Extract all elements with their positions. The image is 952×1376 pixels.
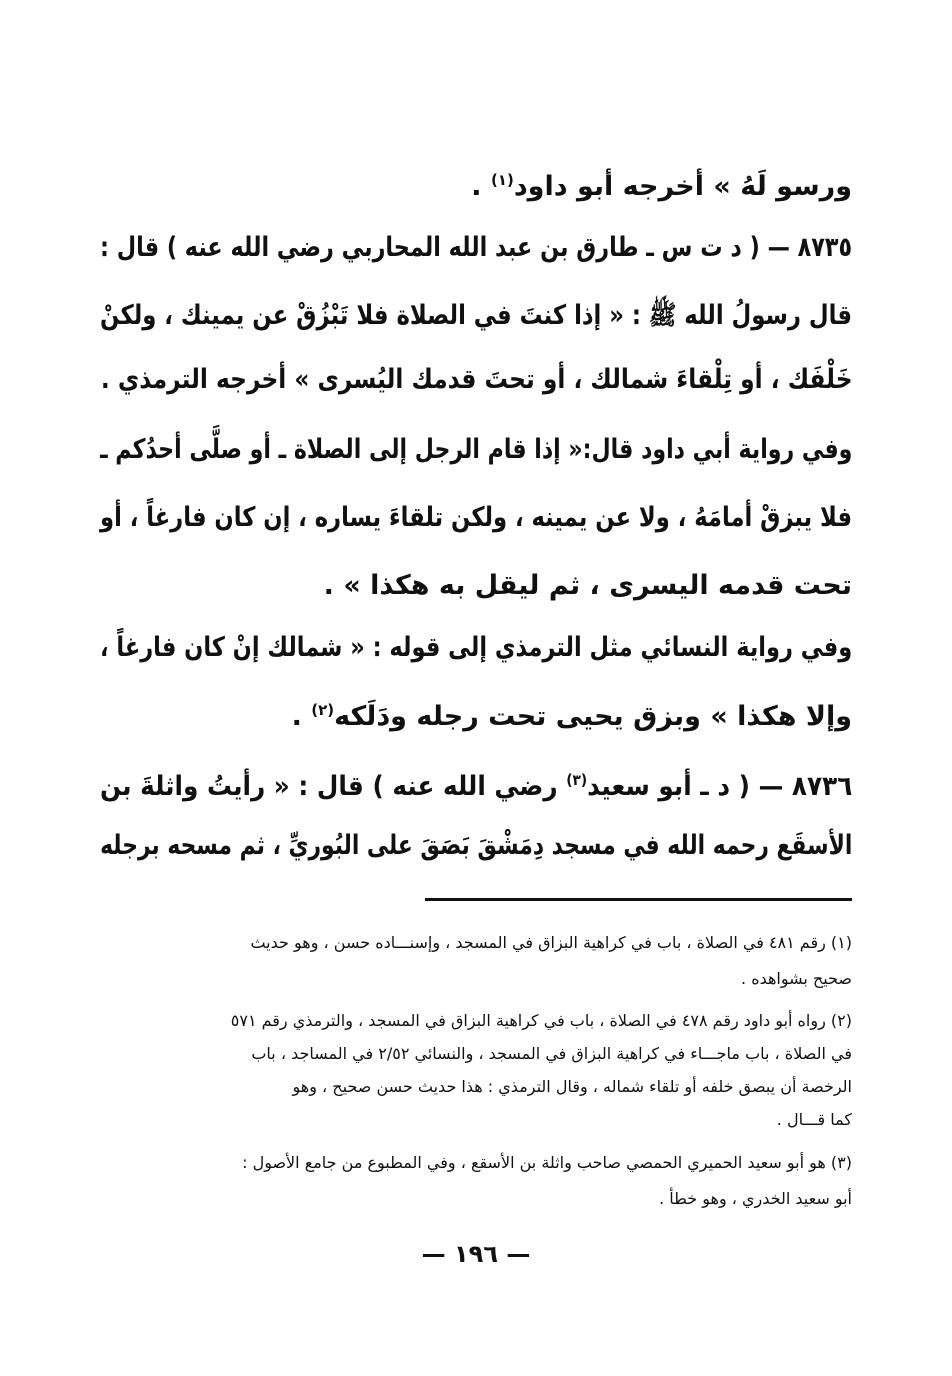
page-number: — ١٩٦ — [421, 1240, 531, 1268]
footnote-ref-2[interactable]: (٢) [311, 701, 335, 719]
text-line: قال رسولُ الله ﷺ : « إذا كنتَ في الصلاة فلا تَبْزُقْ عن يمينك ، ولكنْ [99, 300, 852, 331]
text-line: وفي رواية أبي داود قال:« إذا قام الرجل إلى الصلاة ـ أو صلَّى أحدُكم ـ [99, 434, 852, 465]
text-segment: . [471, 171, 491, 202]
footnote-2-line: في الصلاة ، باب ماجـــاء في كراهية البزاق في المسجد ، والنسائي ٢/٥٢ في المساجد ، باب [251, 1044, 852, 1063]
text-segment: ورسو لَهُ » أخرجه أبو داود [513, 171, 852, 202]
footnote-1-line: صحيح بشواهده . [741, 969, 852, 988]
text-segment: . [291, 701, 312, 732]
footnote-ref-1[interactable]: (١) [490, 171, 514, 189]
footnote-3-line: أبو سعيد الخدري ، وهو خطأ . [659, 1189, 852, 1208]
footnote-ref-3[interactable]: (٣) [565, 771, 587, 789]
footnote-1-line: (١) رقم ٤٨١ في الصلاة ، باب في كراهية البزاق في المسجد ، وإسنـــاده حسن ، وهو حديث [250, 933, 852, 952]
footnote-3-line: (٣) هو أبو سعيد الحميري الحمصي صاحب واثلة بن الأسقع ، وفي المطبوع من جامع الأصول : [242, 1153, 852, 1172]
footnote-2-line: (٢) رواه أبو داود رقم ٤٧٨ في الصلاة ، باب في كراهية البزاق في المسجد ، والترمذي رقم ٥٧١ [230, 1011, 852, 1030]
text-segment: ٨٧٣٦ — ( د ـ أبو سعيد [586, 771, 852, 802]
text-line: فلا يبزقْ أمامَهُ ، ولا عن يمينه ، ولكن تلقاءَ يساره ، إن كان فارغاً ، أو [99, 502, 852, 533]
footnotes [100, 0, 852, 1230]
text-line: وفي رواية النسائي مثل الترمذي إلى قوله : « شمالك إنْ كان فارغاً ، [99, 632, 852, 663]
footnote-2-line: الرخصة أن يبصق خلفه أو تلقاء شماله ، وقال الترمذي : هذا حديث حسن صحيح ، وهو [292, 1077, 852, 1096]
footnote-2-line: كما قـــال . [776, 1110, 852, 1129]
text-line: الأسقَع رحمه الله في مسجد دِمَشْقَ بَصَقَ على البُوريِّ ، ثم مسحه برجله [99, 830, 852, 861]
text-line: خَلْفَك ، أو تِلْقاءَ شمالك ، أو تحتَ قدمك اليُسرى » أخرجه الترمذي . [100, 364, 852, 395]
hadith-heading-8735: ٨٧٣٥ — ( د ت س ـ طارق بن عبد الله المحاربي رضي الله عنه ) قال : [99, 232, 852, 263]
text-segment: وإلا هكذا » وبزق يحيى تحت رجله ودَلَكه [334, 701, 852, 732]
text-segment: رضي الله عنه ) قال : « رأيتُ واثلةَ بن [99, 771, 566, 802]
text-line: تحت قدمه اليسرى ، ثم ليقل به هكذا » . [323, 570, 852, 601]
